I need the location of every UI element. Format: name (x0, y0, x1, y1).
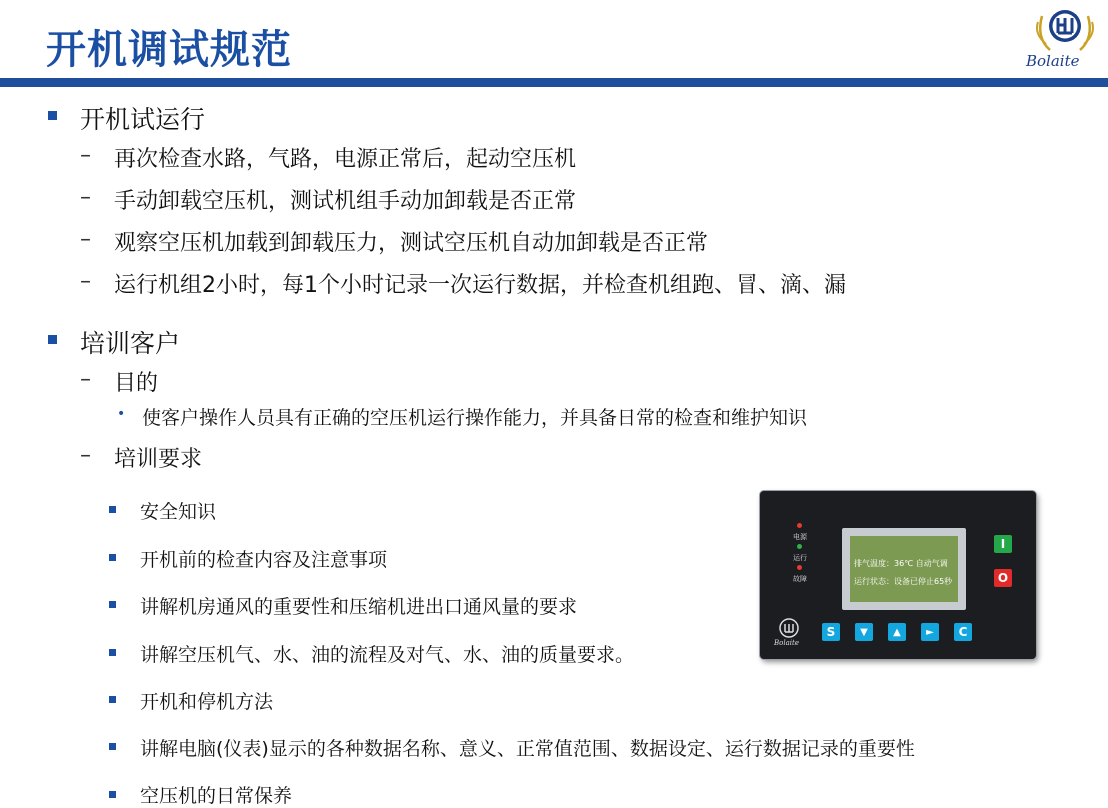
list-item: 讲解机房通风的重要性和压缩机进出口通风量的要求 (140, 596, 578, 618)
bullet-square-icon (109, 696, 116, 703)
key-up-button: ▲ (888, 623, 906, 641)
bullet-square-icon (109, 601, 116, 608)
start-button: I (994, 535, 1012, 553)
list-item: 再次检查水路，气路，电源正常后，起动空压机 (114, 147, 577, 172)
led-label: 故障 (793, 575, 807, 583)
bullet-square-icon (109, 506, 116, 513)
key-s-button: S (822, 623, 840, 641)
list-item: 培训要求 (114, 447, 203, 472)
list-item: 开机前的检查内容及注意事项 (140, 549, 388, 571)
logo-text: Bolaite (1026, 52, 1080, 70)
power-led-icon (797, 523, 802, 528)
dash-bullet-icon: – (80, 227, 91, 252)
stop-button: O (994, 569, 1012, 587)
list-item: 运行机组2小时，每1个小时记录一次运行数据，并检查机组跑、冒、滴、漏 (114, 273, 846, 298)
dash-bullet-icon: – (80, 143, 91, 168)
list-item: 开机和停机方法 (140, 691, 274, 713)
run-led-icon (797, 544, 802, 549)
dash-bullet-icon: – (80, 269, 91, 294)
section-heading: 培训客户 (80, 329, 181, 358)
page-title: 开机调试规范 (46, 27, 292, 73)
dash-bullet-icon: – (80, 185, 91, 210)
key-down-button: ▼ (855, 623, 873, 641)
bullet-square-icon (109, 791, 116, 798)
controller-panel-image (760, 491, 1036, 659)
title-underline-bar (0, 78, 1108, 87)
section-heading: 开机试运行 (80, 105, 206, 134)
list-item: 空压机的日常保养 (140, 785, 293, 807)
panel-logo-text: Bolaite (774, 639, 799, 647)
dot-bullet-icon: • (117, 406, 126, 422)
key-right-button: ► (921, 623, 939, 641)
led-label: 运行 (793, 554, 807, 562)
lcd-screen (842, 528, 966, 610)
list-item: 手动卸载空压机，测试机组手动加卸载是否正常 (114, 189, 577, 214)
bullet-square-icon (109, 743, 116, 750)
key-c-button: C (954, 623, 972, 641)
list-item: 观察空压机加载到卸载压力，测试空压机自动加卸载是否正常 (114, 231, 709, 256)
dash-bullet-icon: – (80, 443, 91, 468)
list-item: 讲解空压机气、水、油的流程及对气、水、油的质量要求。 (140, 644, 635, 666)
bullet-square-icon (109, 649, 116, 656)
dash-bullet-icon: – (80, 367, 91, 392)
fault-led-icon (797, 565, 802, 570)
bullet-square-icon (109, 554, 116, 561)
list-item: 安全知识 (140, 501, 217, 523)
lcd-line: 运行状态：设备已停止65秒 (854, 577, 953, 586)
lcd-line: 排气温度：36℃ 自动气调 (854, 559, 948, 568)
bullet-square-icon (48, 335, 57, 344)
list-item: 讲解电脑(仪表)显示的各种数据名称、意义、正常值范围、数据设定、运行数据记录的重要性 (140, 738, 915, 760)
list-item: 目的 (114, 371, 159, 396)
led-label: 电源 (793, 533, 807, 541)
bullet-square-icon (48, 111, 57, 120)
list-item: 使客户操作人员具有正确的空压机运行操作能力，并具备日常的检查和维护知识 (142, 407, 808, 429)
panel-logo-icon (778, 617, 800, 639)
